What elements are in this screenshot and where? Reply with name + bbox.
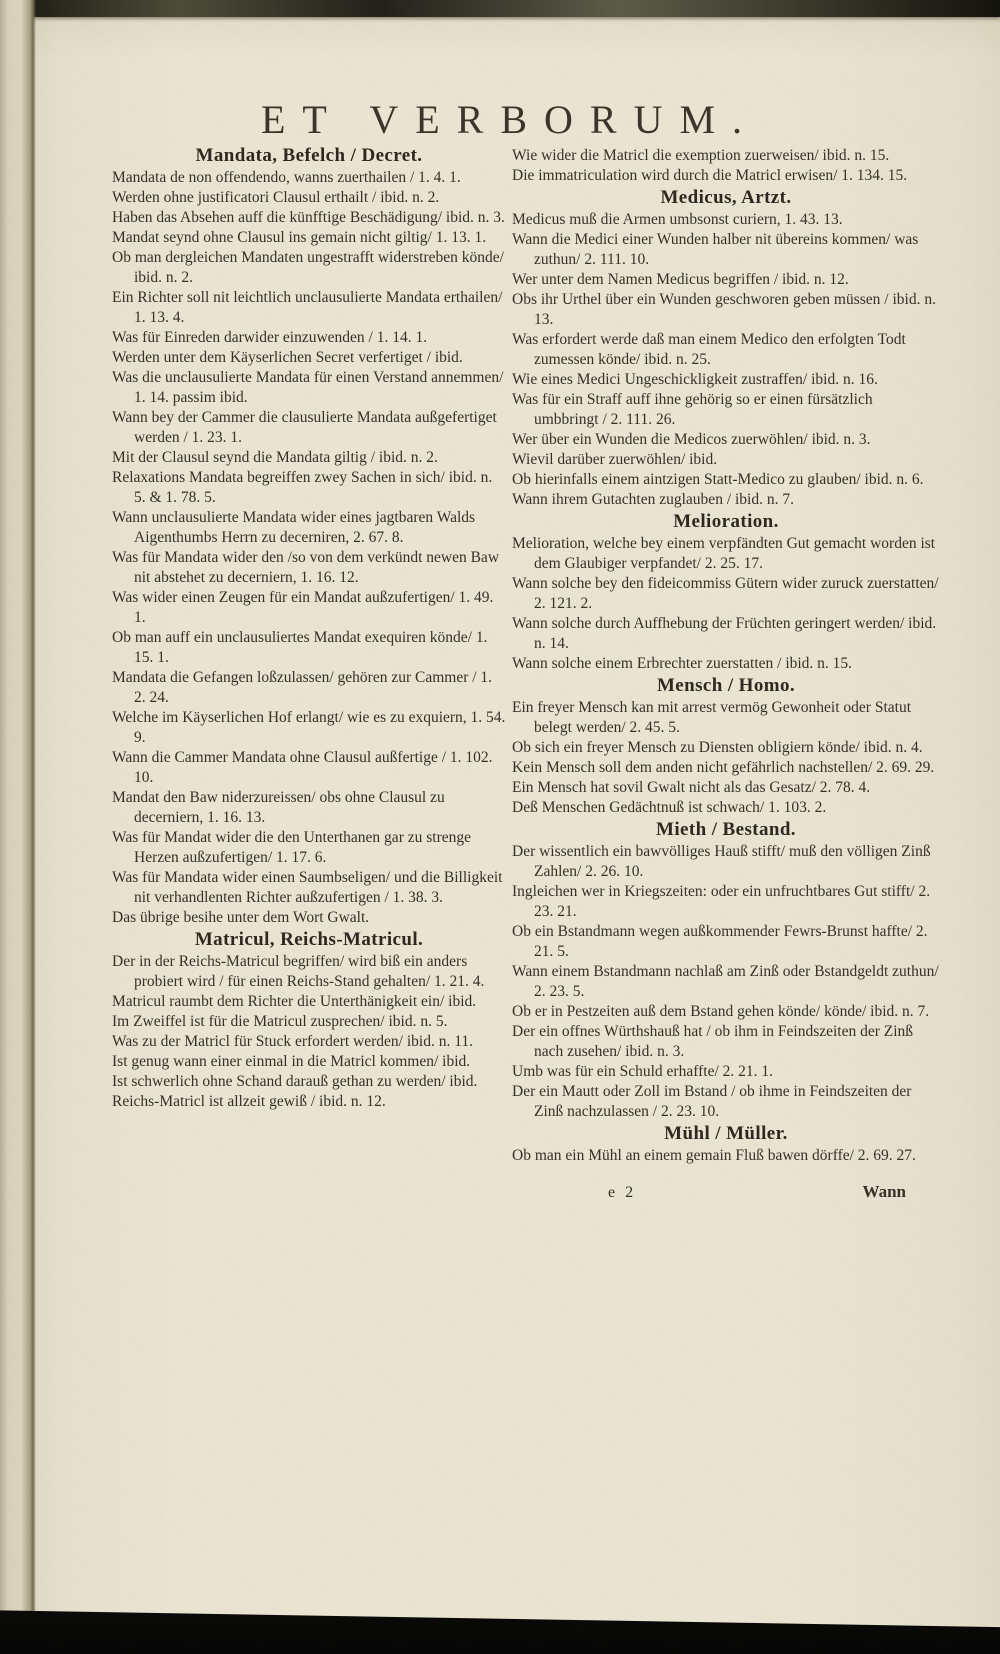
index-entry: Wie eines Medici Ungeschickligkeit zustraffen/ ibid. n. 16. — [512, 371, 878, 388]
index-entry: Deß Menschen Gedächtnuß ist schwach/ 1. 103. 2. — [512, 799, 827, 816]
index-entry: Wann unclausulierte Mandata wider eines jagtbaren Walds Aigenthumbs Herrn zu decerniren, 2. 67. 8. — [112, 509, 476, 546]
index-entry: Welche im Käyserlichen Hof erlangt/ wie es zu exquiern, 1. 54. 9. — [112, 709, 506, 746]
index-entry: Was die unclausulierte Mandata für einen Verstand annemmen/ 1. 14. passim ibid. — [112, 369, 504, 406]
index-entry: Ein Mensch hat sovil Gwalt nicht als das Gesatz/ 2. 78. 4. — [512, 779, 871, 796]
index-entry: Haben das Absehen auff die künfftige Beschädigung/ ibid. n. 3. — [112, 209, 505, 226]
index-entry: Wann einem Bstandmann nachlaß am Zinß oder Bstandgeldt zuthun/ 2. 23. 5. — [512, 963, 939, 1000]
section-heading: Matricul, Reichs-Matricul. — [194, 929, 424, 950]
index-entry: Wievil darüber zuerwöhlen/ ibid. — [512, 451, 718, 468]
index-entry: Ein Richter soll nit leichtlich unclausulierte Mandata erthailen/ 1. 13. 4. — [112, 289, 503, 326]
index-entry: Wann ihrem Gutachten zuglauben / ibid. n. 7. — [512, 491, 794, 508]
index-entry: Wann bey der Cammer die clausulierte Mandata außgefertiget werden / 1. 23. 1. — [112, 409, 497, 446]
index-entry: Medicus muß die Armen umbsonst curiern, 1. 43. 13. — [512, 211, 843, 228]
index-entry: Das übrige besihe unter dem Wort Gwalt. — [112, 909, 370, 926]
index-entry: Die immatriculation wird durch die Matricl erwisen/ 1. 134. 15. — [512, 167, 908, 184]
index-entry: Obs ihr Urthel über ein Wunden geschworen geben müssen / ibid. n. 13. — [512, 291, 936, 328]
section-heading: Mühl / Müller. — [664, 1123, 788, 1144]
index-entry: Was für Einreden darwider einzuwenden / 1. 14. 1. — [112, 329, 428, 346]
index-entry: Ist schwerlich ohne Schand darauß gethan zu werden/ ibid. — [112, 1073, 478, 1090]
index-entry: Der wissentlich ein bawvölliges Hauß stifft/ muß den völligen Zinß Zahlen/ 2. 26. 10. — [512, 843, 931, 880]
section-heading: Mieth / Bestand. — [656, 819, 796, 840]
index-entry: Was für Mandata wider den /so von dem verkündt newen Baw nit abstehet zu decerniern, 1. 16. 12. — [112, 549, 500, 586]
page-foot-row — [512, 1182, 940, 1203]
index-entry: Wer über ein Wunden die Medicos zuerwöhlen/ ibid. n. 3. — [512, 431, 871, 448]
index-entry: Im Zweiffel ist für die Matricul zusprechen/ ibid. n. 5. — [112, 1013, 448, 1030]
index-entry: Werden unter dem Käyserlichen Secret verfertiget / ibid. — [112, 349, 463, 366]
index-entry: Ob man ein Mühl an einem gemain Fluß bawen dörffe/ 2. 69. 27. — [512, 1147, 916, 1164]
index-entry: Was wider einen Zeugen für ein Mandat außzufertigen/ 1. 49. 1. — [112, 589, 494, 626]
index-entry: Ist genug wann einer einmal in die Matricl kommen/ ibid. — [112, 1053, 471, 1070]
index-entry: Werden ohne justificatori Clausul erthailt / ibid. n. 2. — [112, 189, 440, 206]
gutter-fold — [0, 0, 36, 1654]
index-entry: Mandata die Gefangen loßzulassen/ gehören zur Cammer / 1. 2. 24. — [112, 669, 493, 706]
index-entry: Was für Mandat wider die den Unterthanen gar zu strenge Herzen außzufertigen/ 1. 17. 6. — [112, 829, 471, 866]
index-entry: Der in der Reichs-Matricul begriffen/ wird biß ein anders probiert wird / für einen Reichs-Stand gehalten/ 1. 21. 4. — [112, 953, 485, 990]
section-heading: Mandata, Befelch / Decret. — [195, 145, 423, 166]
index-entry: Wann die Cammer Mandata ohne Clausul außfertige / 1. 102. 10. — [112, 749, 493, 786]
signature-mark: e 2 — [608, 1184, 637, 1201]
book-top-edge-shadow — [0, 0, 1000, 17]
page-title: ET VERBORUM. — [260, 97, 760, 142]
index-entry: Wie wider die Matricl die exemption zuerweisen/ ibid. n. 15. — [512, 147, 890, 164]
index-entry: Wer unter dem Namen Medicus begriffen / ibid. n. 12. — [512, 271, 849, 288]
index-entry: Was für ein Straff auff ihne gehörig so er einen fürsätzlich umbbringt / 2. 111. 26. — [512, 391, 873, 428]
index-entry: Umb was für ein Schuld erhaffte/ 2. 21. 1. — [512, 1063, 774, 1080]
index-entry: Wann solche durch Auffhebung der Früchten geringert werden/ ibid. n. 14. — [512, 615, 937, 652]
index-column-left — [112, 146, 506, 1112]
index-column-right — [512, 146, 940, 1203]
index-entry: Kein Mensch soll dem anden nicht gefährlich nachstellen/ 2. 69. 29. — [512, 759, 935, 776]
index-entry: Reichs-Matricl ist allzeit gewiß / ibid. n. 12. — [112, 1093, 386, 1110]
index-entry: Ob sich ein freyer Mensch zu Diensten obligiern könde/ ibid. n. 4. — [512, 739, 923, 756]
index-entry: Wann solche einem Erbrechter zuerstatten / ibid. n. 15. — [512, 655, 853, 672]
index-entry: Ob man auff ein unclausuliertes Mandat exequiren könde/ 1. 15. 1. — [112, 629, 488, 666]
index-entry: Melioration, welche bey einem verpfändten Gut gemacht worden ist dem Glaubiger verpfandet/ 2. 25. 17. — [512, 535, 936, 572]
catchword: Wann — [862, 1182, 906, 1201]
index-entry: Was zu der Matricl für Stuck erfordert werden/ ibid. n. 11. — [112, 1033, 474, 1050]
index-entry: Matricul raumbt dem Richter die Unterthänigkeit ein/ ibid. — [112, 993, 477, 1010]
section-heading: Medicus, Artzt. — [660, 187, 792, 208]
index-entry: Ingleichen wer in Kriegszeiten: oder ein unfruchtbares Gut stifft/ 2. 23. 21. — [512, 883, 931, 920]
index-entry: Der ein offnes Würthshauß hat / ob ihm in Feindszeiten der Zinß nach zusehen/ ibid. n. 3. — [512, 1023, 914, 1060]
index-entry: Ein freyer Mensch kan mit arrest vermög Gewonheit oder Statut belegt werden/ 2. 45. 5. — [512, 699, 912, 736]
index-entry: Der ein Mautt oder Zoll im Bstand / ob ihme in Feindszeiten der Zinß nachzulassen / 2. 23. 10. — [512, 1083, 912, 1120]
index-entry: Mandata de non offendendo, wanns zuerthailen / 1. 4. 1. — [112, 169, 461, 186]
index-entry: Mandat seynd ohne Clausul ins gemain nicht giltig/ 1. 13. 1. — [112, 229, 487, 246]
index-entry: Mandat den Baw niderzureissen/ obs ohne Clausul zu decerniern, 1. 16. 13. — [112, 789, 445, 826]
index-entry: Relaxations Mandata begreiffen zwey Sachen in sich/ ibid. n. 5. & 1. 78. 5. — [112, 469, 493, 506]
section-heading: Melioration. — [673, 511, 779, 532]
index-entry: Ob er in Pestzeiten auß dem Bstand gehen könde/ könde/ ibid. n. 7. — [512, 1003, 930, 1020]
index-entry: Ob man dergleichen Mandaten ungestrafft widerstreben könde/ ibid. n. 2. — [112, 249, 504, 286]
index-entry: Wann solche bey den fideicommiss Gütern wider zuruck zuerstatten/ 2. 121. 2. — [512, 575, 939, 612]
index-entry: Ob hierinfalls einem aintzigen Statt-Medico zu glauben/ ibid. n. 6. — [512, 471, 924, 488]
index-entry: Wann die Medici einer Wunden halber nit übereins kommen/ was zuthun/ 2. 111. 10. — [512, 231, 919, 268]
index-entry: Ob ein Bstandmann wegen außkommender Fewrs-Brunst haffte/ 2. 21. 5. — [512, 923, 928, 960]
book-bottom-edge-shadow — [0, 1598, 1000, 1654]
index-entry: Mit der Clausul seynd die Mandata giltig / ibid. n. 2. — [112, 449, 438, 466]
index-entry: Was erfordert werde daß man einem Medico den erfolgten Todt zumessen könde/ ibid. n. 25. — [512, 331, 906, 368]
index-entry: Was für Mandata wider einen Saumbseligen/ und die Billigkeit nit verhandlenten Richter außzufertigen / 1. 38. 3. — [112, 869, 503, 906]
section-heading: Mensch / Homo. — [656, 675, 796, 696]
